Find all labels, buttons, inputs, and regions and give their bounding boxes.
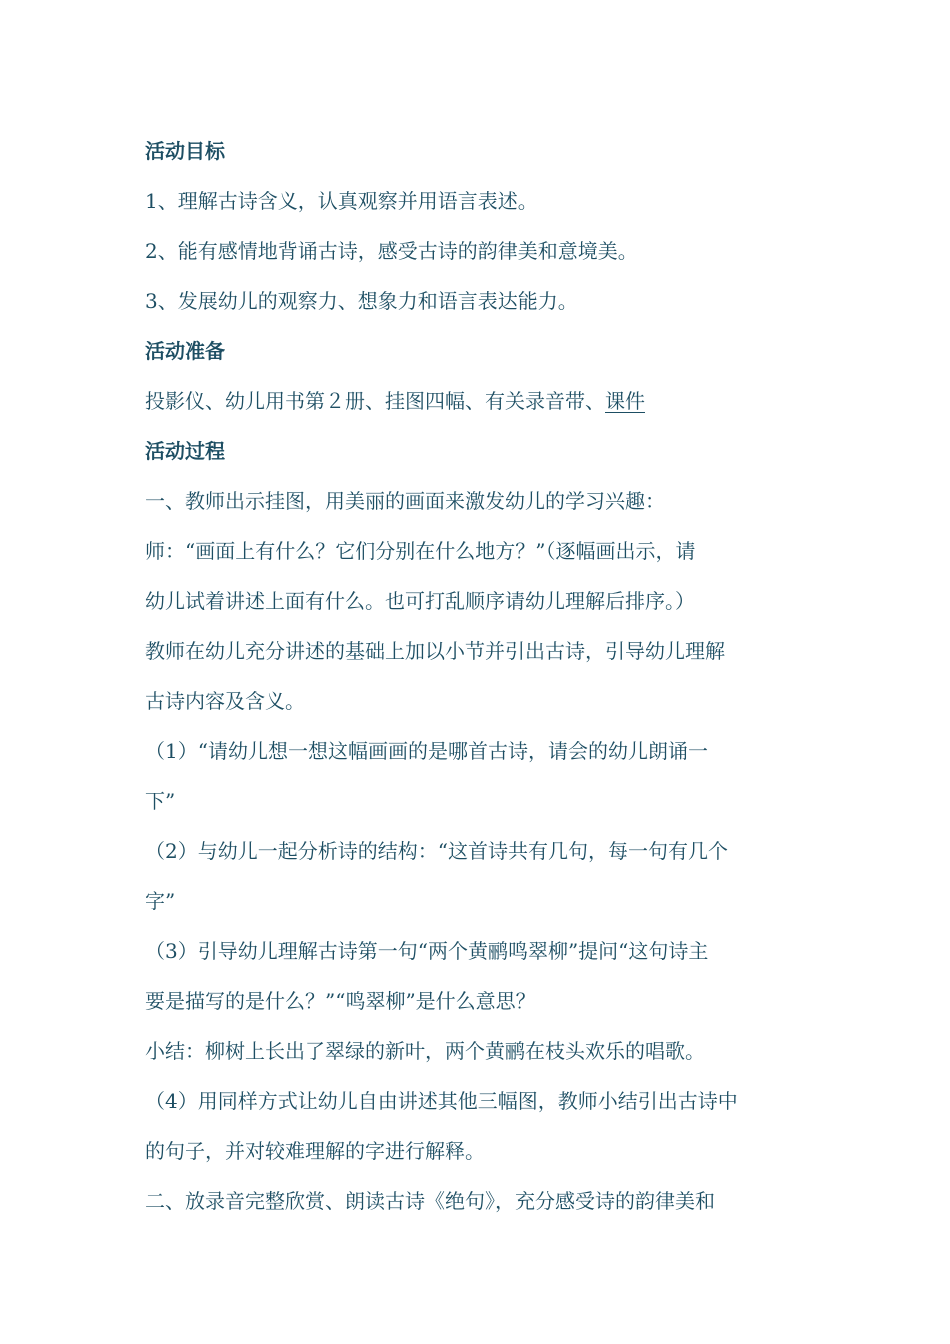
- section-heading-process: 活动过程: [145, 439, 225, 463]
- goal-item-3: 3、发展幼儿的观察力、想象力和语言表达能力。: [145, 289, 578, 313]
- process-line-9: 字”: [145, 889, 176, 913]
- process-line-8: （2）与幼儿一起分析诗的结构：“这首诗共有几句，每一句有几个: [145, 839, 728, 863]
- courseware-link[interactable]: 课件: [605, 389, 645, 413]
- goal-item-2: 2、能有感情地背诵古诗，感受古诗的韵律美和意境美。: [145, 239, 638, 263]
- process-line-1: 一、教师出示挂图，用美丽的画面来激发幼儿的学习兴趣：: [145, 489, 665, 513]
- preparation-paragraph: [145, 376, 815, 426]
- process-line-2: 师：“画面上有什么？它们分别在什么地方？”（逐幅画出示，请: [145, 539, 696, 563]
- process-line-5: 古诗内容及含义。: [145, 689, 305, 713]
- goal-item-1: 1、理解古诗含义，认真观察并用语言表述。: [145, 189, 538, 213]
- preparation-text: 投影仪、幼儿用书第２册、挂图四幅、有关录音带、: [145, 389, 605, 413]
- process-line-6: （1）“请幼儿想一想这幅画画的是哪首古诗，请会的幼儿朗诵一: [145, 739, 708, 763]
- process-line-10: （3）引导幼儿理解古诗第一句“两个黄鹂鸣翠柳”提问“这句诗主: [145, 939, 709, 963]
- document-body: [145, 126, 815, 1226]
- process-line-4: 教师在幼儿充分讲述的基础上加以小节并引出古诗，引导幼儿理解: [145, 639, 725, 663]
- process-line-14: 的句子，并对较难理解的字进行解释。: [145, 1139, 485, 1163]
- process-line-11: 要是描写的是什么？”“鸣翠柳”是什么意思？: [145, 989, 536, 1013]
- section-heading-preparation: 活动准备: [145, 339, 225, 363]
- process-line-3: 幼儿试着讲述上面有什么。也可打乱顺序请幼儿理解后排序。）: [145, 589, 695, 613]
- process-line-15: 二、放录音完整欣赏、朗读古诗《绝句》，充分感受诗的韵律美和: [145, 1189, 715, 1213]
- process-line-13: （4）用同样方式让幼儿自由讲述其他三幅图，教师小结引出古诗中: [145, 1089, 738, 1113]
- process-line-12: 小结：柳树上长出了翠绿的新叶，两个黄鹂在枝头欢乐的唱歌。: [145, 1039, 705, 1063]
- process-line-7: 下”: [145, 789, 176, 813]
- section-heading-goals: 活动目标: [145, 139, 225, 163]
